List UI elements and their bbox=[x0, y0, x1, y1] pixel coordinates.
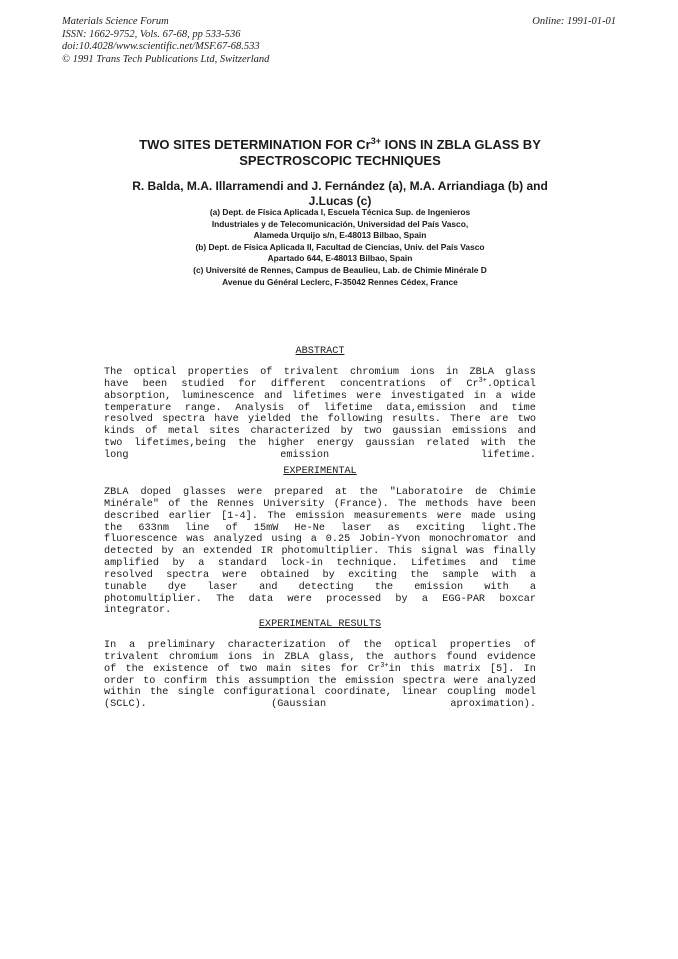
word: studied bbox=[181, 378, 225, 390]
word: analyzed bbox=[213, 534, 263, 546]
word: The bbox=[216, 593, 235, 605]
word: of bbox=[523, 640, 536, 651]
word: the bbox=[374, 581, 394, 593]
word: a bbox=[529, 569, 536, 581]
online-date: Online: 1991-01-01 bbox=[532, 16, 616, 27]
word: and bbox=[479, 558, 499, 570]
word: using bbox=[271, 534, 302, 546]
abstract-heading: ABSTRACT bbox=[295, 346, 345, 357]
title-text-end: IONS IN ZBLA GLASS BY bbox=[381, 137, 541, 152]
word: coupling bbox=[447, 687, 497, 699]
word: have bbox=[104, 378, 129, 390]
word: Rennes bbox=[217, 498, 255, 510]
word: made bbox=[471, 510, 496, 522]
word: evidence bbox=[486, 651, 536, 663]
word: spectra bbox=[162, 414, 205, 426]
word: of bbox=[439, 378, 453, 390]
word: higher bbox=[268, 438, 305, 450]
word: ZBLA bbox=[469, 367, 495, 378]
word: chromium bbox=[168, 651, 218, 663]
doi-line: doi:10.4028/www.scientific.net/MSF.67-68.533 bbox=[62, 41, 260, 52]
word: exciting bbox=[415, 522, 465, 534]
word: [5]. bbox=[489, 663, 515, 675]
word: de bbox=[475, 487, 488, 498]
affiliation-line: (a) Dept. de Física Aplicada I, Escuela Técnica Sup. de Ingenieros bbox=[209, 207, 471, 217]
word: the bbox=[517, 438, 536, 450]
word: properties bbox=[187, 367, 249, 378]
word: as bbox=[387, 522, 400, 534]
word: existence bbox=[153, 663, 209, 675]
journal-name: Materials Science Forum bbox=[62, 16, 169, 27]
word: ions bbox=[410, 367, 435, 378]
word: a bbox=[495, 390, 502, 402]
word: for bbox=[238, 378, 257, 390]
word: the bbox=[237, 438, 257, 450]
word: by bbox=[322, 569, 335, 581]
word: The bbox=[267, 510, 286, 522]
word: metal bbox=[168, 426, 199, 438]
word: extended bbox=[203, 546, 253, 558]
word: characterized bbox=[250, 426, 330, 438]
word: by bbox=[340, 426, 353, 438]
experimental-heading: EXPERIMENTAL bbox=[283, 466, 357, 477]
word: range. bbox=[184, 402, 222, 414]
word: at bbox=[335, 487, 348, 498]
text-line bbox=[104, 661, 536, 676]
word: photomultiplier. bbox=[104, 593, 202, 605]
text-line bbox=[104, 523, 536, 535]
title-superscript: 3+ bbox=[370, 136, 381, 146]
word: of bbox=[145, 426, 158, 438]
word: for bbox=[340, 663, 359, 675]
affiliation-line: Alameda Urquijo s/n, E-48013 Bilbao, Spain bbox=[253, 230, 427, 241]
word: authors bbox=[393, 651, 437, 663]
word: sites bbox=[300, 663, 332, 675]
text-line bbox=[104, 391, 536, 403]
author-list bbox=[95, 179, 585, 209]
word: assumption bbox=[248, 675, 310, 687]
text-line bbox=[104, 414, 536, 426]
word: and bbox=[479, 402, 498, 414]
word: data bbox=[248, 593, 274, 605]
word: model bbox=[505, 687, 536, 699]
word: 15mW bbox=[253, 522, 279, 534]
word: preliminary bbox=[147, 640, 216, 651]
word: and bbox=[517, 534, 536, 546]
word: in bbox=[446, 367, 459, 378]
word: resolved bbox=[104, 569, 153, 581]
word: of bbox=[225, 522, 238, 534]
word: characterization bbox=[227, 640, 326, 651]
word: two bbox=[104, 438, 123, 450]
word: ZBLA bbox=[104, 487, 129, 498]
word: of bbox=[260, 367, 273, 378]
word: tunable bbox=[104, 581, 147, 593]
word: gaussian bbox=[365, 438, 415, 450]
word: with bbox=[484, 581, 509, 593]
word: were bbox=[287, 593, 312, 605]
affiliations bbox=[140, 207, 540, 288]
word: The bbox=[398, 498, 417, 510]
text-line bbox=[104, 687, 536, 699]
word: the bbox=[318, 675, 337, 687]
affiliation-line: Apartado 644, E-48013 Bilbao, Spain bbox=[267, 253, 413, 264]
word: lock-in bbox=[280, 558, 324, 570]
word: the bbox=[104, 522, 123, 534]
word: linear bbox=[401, 687, 438, 699]
word: using bbox=[505, 510, 536, 522]
word: of bbox=[168, 498, 181, 510]
word: the bbox=[363, 640, 382, 651]
word: an bbox=[182, 546, 195, 558]
word: the bbox=[359, 487, 378, 498]
word: trivalent bbox=[104, 651, 160, 663]
word: In bbox=[104, 640, 117, 651]
text-line: (SCLC). (Gaussian aproximation). bbox=[104, 699, 536, 711]
word: obtained bbox=[260, 569, 310, 581]
text-line bbox=[104, 546, 536, 558]
word: a bbox=[198, 558, 205, 570]
word: are bbox=[489, 414, 509, 426]
word: detected bbox=[104, 546, 153, 558]
word: were bbox=[453, 675, 479, 687]
word: absorption, bbox=[104, 390, 172, 402]
text-line bbox=[104, 438, 536, 450]
word: results. bbox=[391, 414, 441, 426]
word: concentrations bbox=[340, 378, 426, 390]
word: within bbox=[104, 687, 141, 699]
word: glasses bbox=[183, 487, 226, 498]
word: by bbox=[161, 546, 174, 558]
word: a bbox=[529, 581, 536, 593]
word: $Cr^{3+}in$ bbox=[367, 661, 401, 675]
word: of bbox=[297, 402, 311, 414]
word: configurational bbox=[223, 687, 316, 699]
word: with bbox=[481, 438, 506, 450]
word: emission bbox=[295, 510, 345, 522]
word: and bbox=[263, 390, 283, 402]
word: earlier bbox=[168, 510, 212, 522]
word: Lifetimes bbox=[411, 558, 467, 570]
results-heading: EXPERIMENTAL RESULTS bbox=[258, 619, 382, 630]
word: chromium bbox=[350, 367, 399, 378]
word: related bbox=[426, 438, 470, 450]
word: 633nm bbox=[138, 522, 169, 534]
word: the bbox=[300, 414, 319, 426]
word: fluorescence bbox=[104, 534, 178, 546]
word: glass bbox=[505, 367, 536, 378]
word: with bbox=[492, 569, 517, 581]
word: single bbox=[177, 687, 215, 699]
word: in bbox=[473, 390, 487, 402]
word: sites bbox=[209, 426, 240, 438]
word: a bbox=[128, 640, 136, 651]
word: two bbox=[239, 663, 258, 675]
word: the bbox=[410, 569, 429, 581]
affiliation-line: Industriales y de Telecomunicación, Universidad del País Vasco, bbox=[211, 218, 469, 229]
word: ZBLA bbox=[284, 651, 309, 663]
paper-title bbox=[90, 137, 590, 169]
word: described bbox=[104, 510, 160, 522]
word: This bbox=[387, 546, 413, 558]
word: wide bbox=[511, 390, 536, 402]
word: main bbox=[266, 663, 292, 675]
word: technique. bbox=[336, 558, 398, 570]
text-line bbox=[104, 403, 536, 415]
word: boxcar bbox=[499, 593, 536, 605]
word: $Cr^{3+}.Optical$ bbox=[466, 376, 536, 390]
word: two bbox=[363, 426, 382, 438]
word: He-Ne bbox=[294, 522, 325, 534]
text-line bbox=[104, 499, 536, 511]
word: spectra bbox=[402, 675, 446, 687]
word: matrix bbox=[443, 663, 481, 675]
text-line bbox=[104, 594, 536, 606]
word: the bbox=[125, 663, 144, 675]
word: investigated bbox=[390, 390, 465, 402]
text-line bbox=[104, 582, 536, 594]
word: EGG-PAR bbox=[442, 593, 486, 605]
word: coordinate, bbox=[324, 687, 392, 699]
word: were bbox=[356, 390, 382, 402]
affiliation-line: (c) Université de Rennes, Campus de Beaulieu, Lab. de Chimie Minérale D bbox=[193, 264, 487, 275]
word: temperature bbox=[104, 402, 172, 414]
word: the bbox=[149, 687, 169, 699]
word: glass, bbox=[318, 651, 356, 663]
word: lifetimes,being bbox=[134, 438, 226, 450]
word: the bbox=[189, 498, 209, 510]
issn-line: ISSN: 1662-9752, Vols. 67-68, pp 533-536 bbox=[62, 28, 241, 40]
word: a bbox=[421, 593, 428, 605]
word: The bbox=[104, 367, 123, 378]
word: a bbox=[310, 534, 317, 546]
word: emissions bbox=[451, 426, 507, 438]
text-line bbox=[104, 426, 536, 438]
word: by bbox=[395, 593, 408, 605]
word: energy bbox=[316, 438, 354, 450]
word: of bbox=[217, 663, 230, 675]
word: been bbox=[511, 498, 536, 510]
word: trivalent bbox=[283, 367, 339, 378]
results-paragraph bbox=[104, 640, 536, 711]
word: ions bbox=[227, 651, 253, 663]
word: was bbox=[466, 546, 485, 558]
word: time bbox=[511, 402, 536, 414]
word: of bbox=[104, 663, 117, 675]
word: dye bbox=[167, 581, 187, 593]
word: amplified bbox=[104, 558, 160, 570]
word: following bbox=[327, 414, 383, 426]
word: optical bbox=[133, 367, 177, 378]
title-line-1 bbox=[90, 137, 590, 153]
word: was bbox=[186, 534, 205, 546]
authors-line-2: J.Lucas (c) bbox=[308, 194, 372, 208]
word: laser bbox=[207, 581, 238, 593]
word: 0.25 bbox=[325, 534, 351, 546]
word: Chimie bbox=[499, 487, 536, 498]
word: [1-4]. bbox=[221, 510, 258, 522]
text-line bbox=[104, 511, 536, 523]
title-text: TWO SITES DETERMINATION FOR Cr bbox=[139, 137, 371, 152]
word: light.The bbox=[480, 522, 536, 534]
text-line: integrator. bbox=[104, 605, 172, 617]
word: Minérale" bbox=[104, 498, 160, 510]
word: "Laboratoire bbox=[389, 487, 464, 498]
word: monochromator bbox=[429, 534, 509, 546]
word: time bbox=[511, 558, 536, 570]
affiliation-line: Avenue du Général Leclerc, F-35042 Rennes Cédex, France bbox=[222, 276, 458, 287]
authors-line-1: R. Balda, M.A. Illarramendi and J. Fernández (a), M.A. Arriandiaga (b) and bbox=[132, 179, 548, 193]
word: and bbox=[517, 426, 536, 438]
text-line bbox=[104, 640, 536, 652]
word: been bbox=[142, 378, 168, 390]
word: two bbox=[517, 414, 536, 426]
word: finally bbox=[493, 546, 536, 558]
word: yielded bbox=[247, 414, 291, 426]
word: In bbox=[523, 663, 536, 675]
word: optical bbox=[394, 640, 438, 651]
affiliation-line: (b) Dept. de Física Aplicada II, Facultad de Ciencias, Univ. del País Vasco bbox=[195, 241, 485, 252]
word: spectra bbox=[166, 569, 210, 581]
word: Analysis bbox=[235, 402, 285, 414]
word: gaussian bbox=[392, 426, 442, 438]
word: lifetimes bbox=[291, 390, 347, 402]
word: methods bbox=[425, 498, 469, 510]
experimental-paragraph bbox=[104, 487, 536, 617]
text-line bbox=[104, 367, 536, 379]
word: this bbox=[410, 663, 435, 675]
word: laser bbox=[341, 522, 372, 534]
word: confirm bbox=[163, 675, 207, 687]
text-line: long emission lifetime. bbox=[104, 449, 536, 461]
word: have bbox=[477, 498, 503, 510]
word: signal bbox=[420, 546, 458, 558]
text-line bbox=[104, 376, 536, 391]
word: by bbox=[172, 558, 185, 570]
word: Jobin-Yvon bbox=[359, 534, 421, 546]
copyright-line: © 1991 Trans Tech Publications Ltd, Switzerland bbox=[62, 53, 270, 65]
word: standard bbox=[217, 558, 267, 570]
word: detecting bbox=[298, 581, 354, 593]
text-line bbox=[104, 652, 536, 664]
text-line bbox=[104, 558, 536, 570]
word: kinds bbox=[104, 426, 135, 438]
word: were bbox=[437, 510, 462, 522]
word: found bbox=[446, 651, 478, 663]
word: this bbox=[215, 675, 240, 687]
word: the bbox=[365, 651, 384, 663]
word: data,emission bbox=[386, 402, 466, 414]
journal-header bbox=[62, 16, 622, 66]
text-line bbox=[104, 487, 536, 499]
word: and bbox=[259, 581, 278, 593]
word: line bbox=[185, 522, 210, 534]
word: were bbox=[237, 487, 263, 498]
word: different bbox=[270, 378, 326, 390]
word: resolved bbox=[104, 414, 153, 426]
word: photomultiplier. bbox=[281, 546, 380, 558]
word: properties bbox=[449, 640, 511, 651]
word: measurements bbox=[354, 510, 428, 522]
word: exciting bbox=[348, 569, 397, 581]
word: luminescence bbox=[180, 390, 255, 402]
abstract-paragraph bbox=[104, 367, 536, 462]
word: in bbox=[262, 651, 275, 663]
word: IR bbox=[260, 546, 273, 558]
word: of bbox=[338, 640, 351, 651]
word: to bbox=[143, 675, 156, 687]
word: processed bbox=[326, 593, 382, 605]
word: sample bbox=[442, 569, 479, 581]
word: emission bbox=[414, 581, 464, 593]
word: order bbox=[104, 675, 135, 687]
word: prepared bbox=[274, 487, 324, 498]
word: analyzed bbox=[486, 675, 536, 687]
word: doped bbox=[140, 487, 172, 498]
text-line bbox=[104, 534, 536, 546]
title-line-2: SPECTROSCOPIC TECHNIQUES bbox=[239, 153, 441, 168]
word: There bbox=[450, 414, 481, 426]
word: (France). bbox=[333, 498, 389, 510]
word: University bbox=[263, 498, 325, 510]
word: lifetime bbox=[323, 402, 373, 414]
text-line bbox=[104, 676, 536, 688]
text-line bbox=[104, 570, 536, 582]
word: have bbox=[214, 414, 239, 426]
word: were bbox=[222, 569, 247, 581]
word: emission bbox=[345, 675, 394, 687]
